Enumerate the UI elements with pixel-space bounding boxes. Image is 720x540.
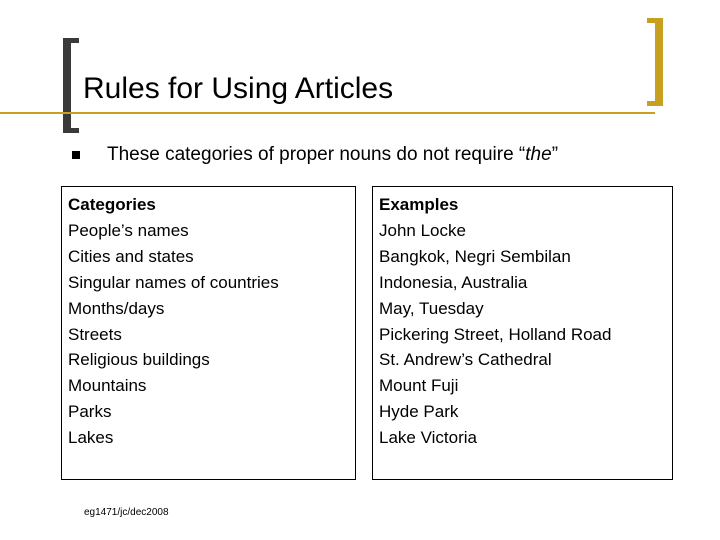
examples-header: Examples	[379, 195, 459, 214]
categories-box	[61, 186, 356, 480]
left-bracket-bottom	[63, 128, 79, 133]
example-item: Lake Victoria	[379, 428, 477, 448]
category-item: Cities and states	[68, 246, 194, 266]
examples-box	[372, 186, 673, 480]
example-item: Indonesia, Australia	[379, 272, 528, 292]
example-item: May, Tuesday	[379, 298, 484, 318]
title-underline	[0, 112, 655, 114]
category-item: Singular names of countries	[68, 272, 279, 292]
example-item: Mount Fuji	[379, 376, 459, 396]
category-item: Mountains	[68, 376, 147, 396]
left-bracket-top	[63, 38, 79, 43]
left-bracket-bar	[63, 38, 71, 133]
example-item: John Locke	[379, 220, 466, 240]
bullet-text-emphasis: the	[525, 144, 552, 165]
slide-title: Rules for Using Articles	[83, 72, 394, 105]
right-bracket-top	[647, 18, 663, 23]
category-item: Lakes	[68, 428, 114, 448]
bullet-text-pre: These categories of proper nouns do not require “	[107, 144, 526, 165]
bullet-text-post: ”	[551, 144, 559, 165]
categories-header: Categories	[68, 195, 156, 214]
example-item: Pickering Street, Holland Road	[379, 324, 612, 344]
right-bracket-bottom	[647, 101, 663, 106]
category-item: Streets	[68, 324, 122, 344]
example-item: St. Andrew’s Cathedral	[379, 350, 552, 370]
bullet-square-icon	[72, 151, 80, 159]
example-item: Bangkok, Negri Sembilan	[379, 246, 571, 266]
category-item: Parks	[68, 402, 112, 422]
slide-footer: eg1471/jc/dec2008	[84, 507, 169, 518]
example-item: Hyde Park	[379, 402, 459, 422]
right-bracket-bar	[655, 18, 663, 106]
bullet-text	[107, 143, 558, 167]
category-item: Months/days	[68, 298, 165, 318]
category-item: Religious buildings	[68, 350, 210, 370]
category-item: People’s names	[68, 220, 189, 240]
